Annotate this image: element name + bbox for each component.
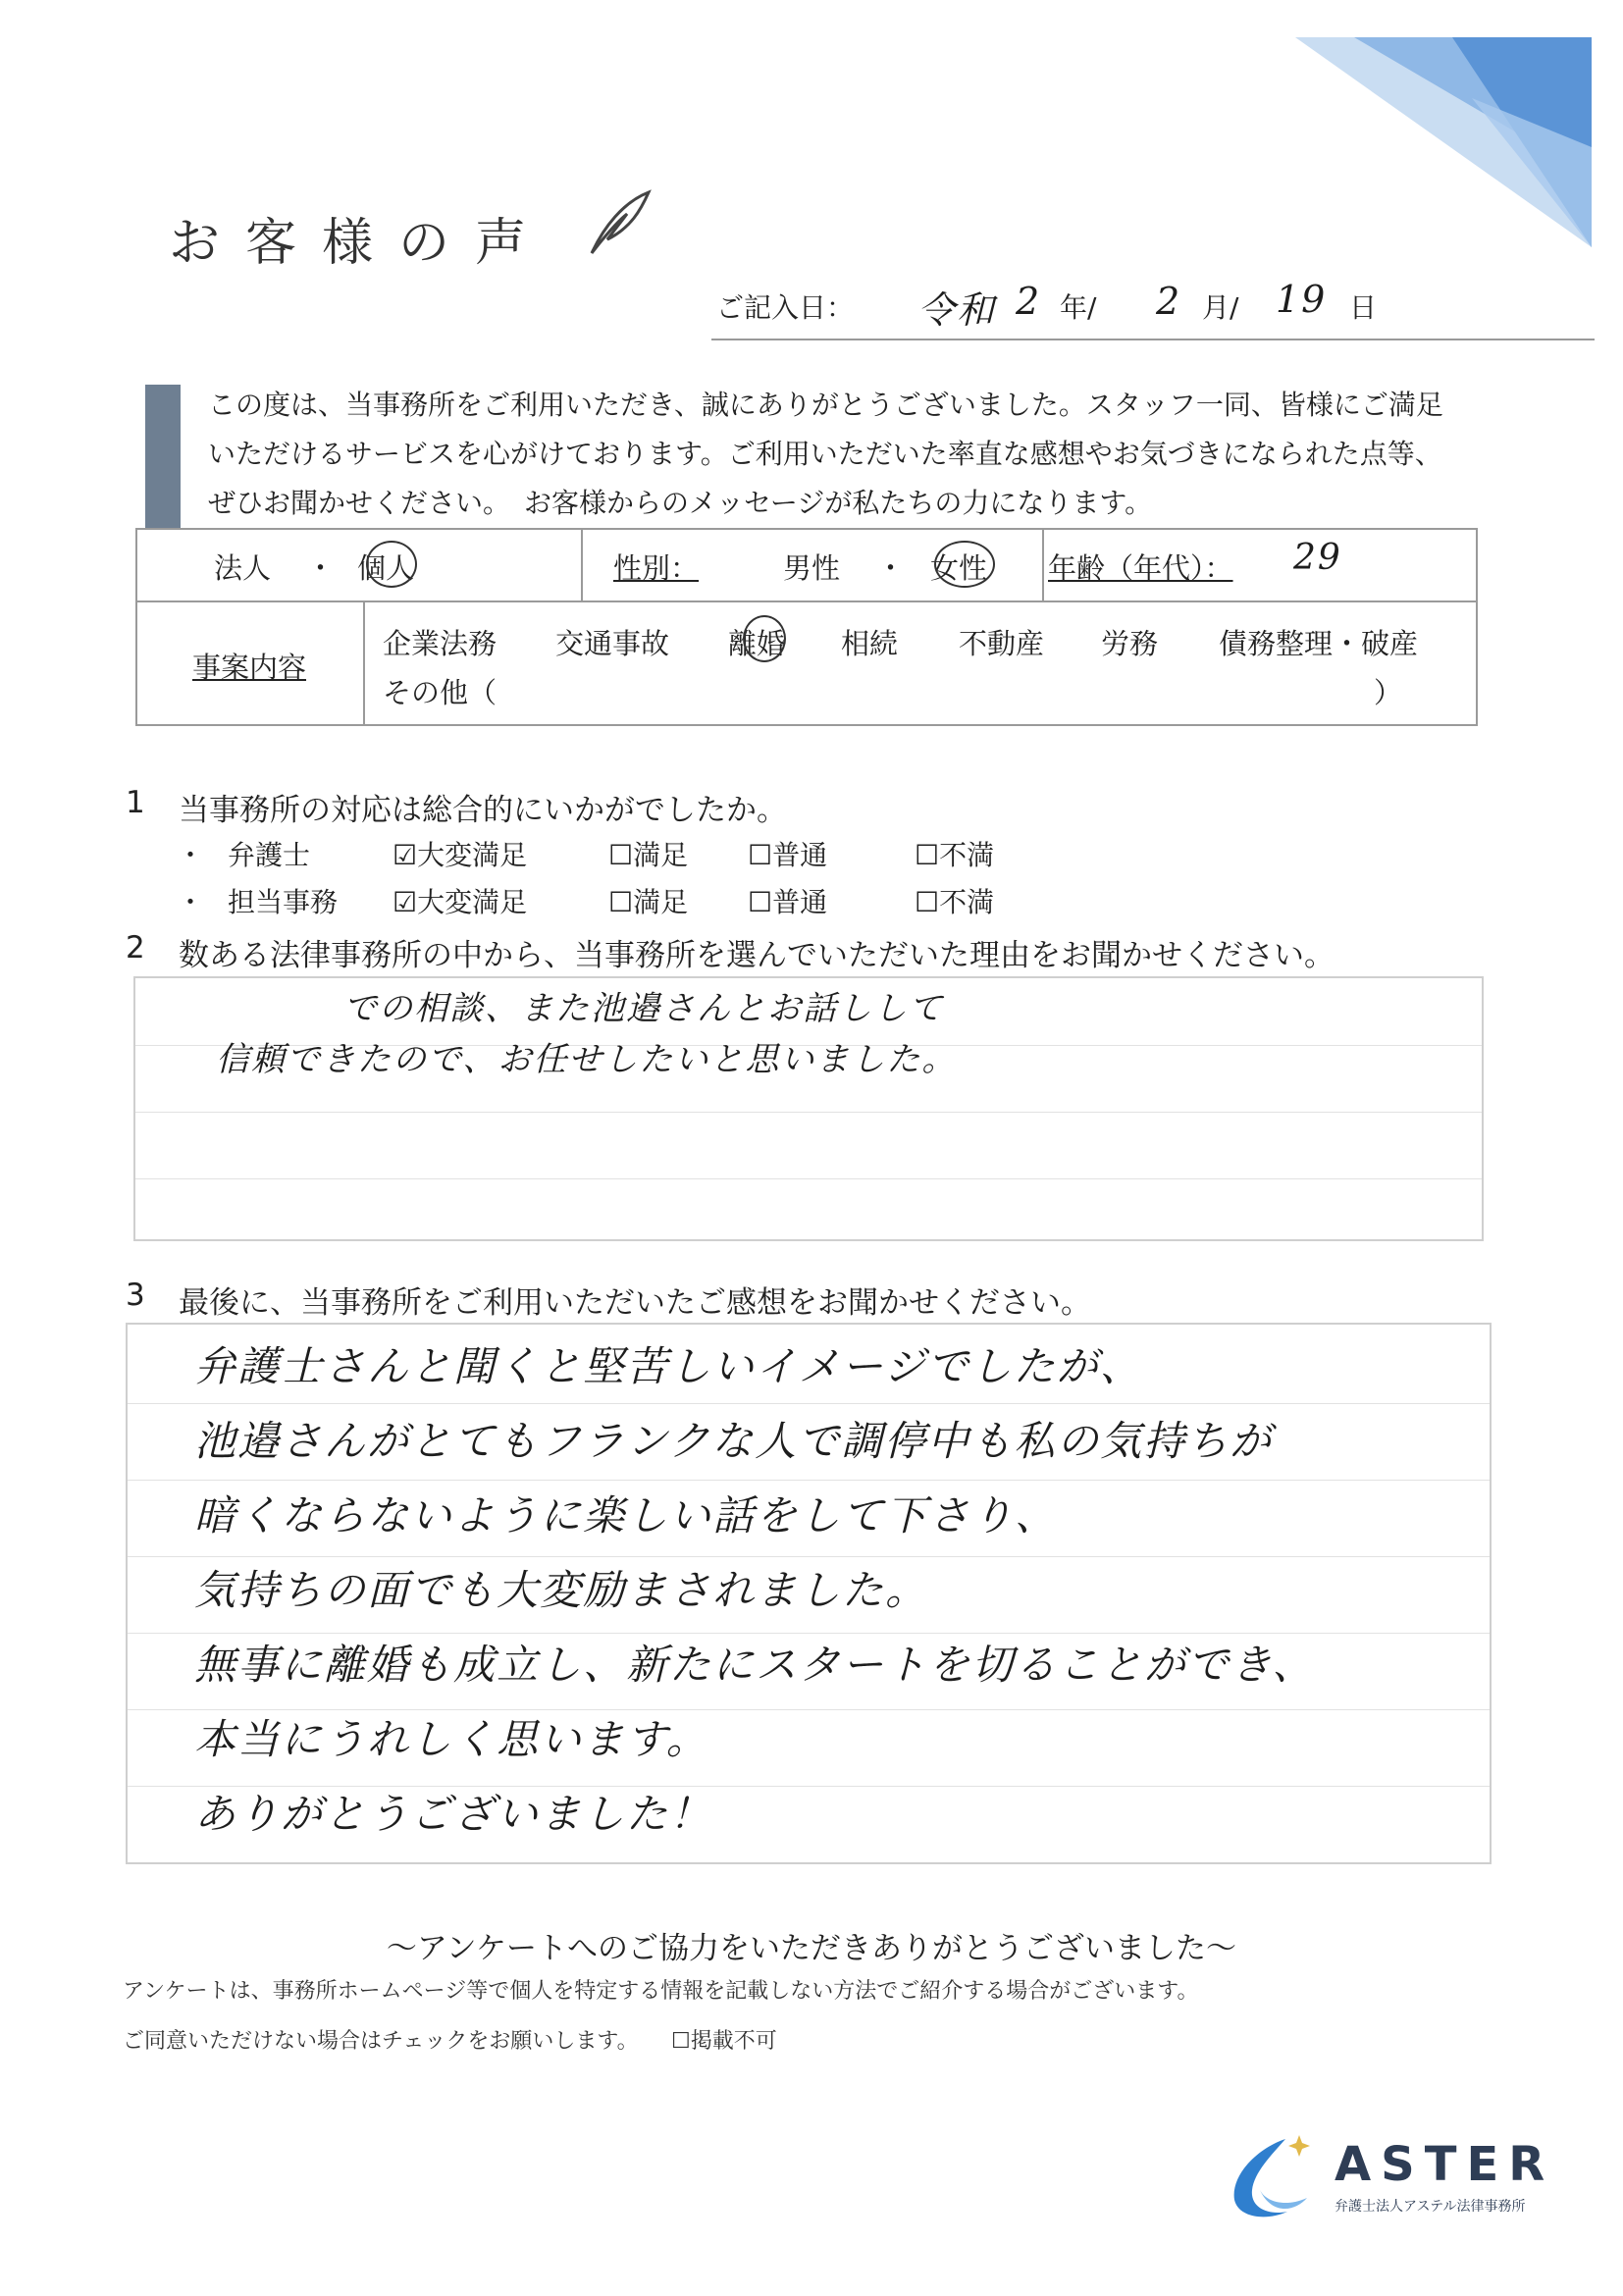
logo-subtitle: 弁護士法人アステル法律事務所 xyxy=(1335,2199,1526,2215)
individual-option: 個人 xyxy=(357,551,415,585)
date-month: 2 xyxy=(1156,280,1182,323)
q3-number: 3 xyxy=(126,1278,145,1313)
separator-dot: ・ xyxy=(306,551,336,585)
gender-female: 女性 xyxy=(930,551,988,585)
q1-lawyer-normal: ☐普通 xyxy=(748,839,828,871)
intro-line-1: この度は、当事務所をご利用いただき、誠にありがとうございました。スタッフ一同、皆様にご満足 xyxy=(208,389,1443,421)
q3-answer-line-7: ありがとうございました！ xyxy=(194,1790,713,1838)
q3-answer-line-3: 暗くならないように楽しい話をして下さり、 xyxy=(194,1491,1059,1539)
corner-decoration xyxy=(1276,29,1599,255)
date-year-unit: 年/ xyxy=(1060,291,1097,324)
gender-male: 男性 xyxy=(783,551,841,585)
page-title: お客様の声 xyxy=(169,214,552,273)
q2-answer-line-2: 信頼できたので、お任せしたいと思いました。 xyxy=(216,1040,958,1079)
age-label: 年齢（年代）： xyxy=(1048,551,1233,585)
intro-accent-bar xyxy=(145,385,181,528)
intro-line-3: ぜひお聞かせください。 お客様からのメッセージが私たちの力になります。 xyxy=(208,487,1153,519)
q2-number: 2 xyxy=(126,930,145,965)
case-inheritance: 相続 xyxy=(841,627,899,660)
case-labor: 労務 xyxy=(1101,627,1159,660)
consent-note: ご同意いただけない場合はチェックをお願いします。 xyxy=(123,2029,639,2054)
thanks-message: 〜アンケートへのご協力をいただきありがとうございました〜 xyxy=(386,1931,1237,1966)
q3-answer-line-5: 無事に離婚も成立し、新たにスタートを切ることができ、 xyxy=(194,1641,1316,1689)
date-label: ご記入日： xyxy=(716,291,855,324)
separator-dot-2: ・ xyxy=(876,551,906,585)
corp-option: 法人 xyxy=(214,551,272,585)
q3-answer-line-4: 気持ちの面でも大変励まされました。 xyxy=(194,1566,929,1614)
q3-answer-line-6: 本当にうれしく思います。 xyxy=(194,1715,709,1763)
q3-answer-line-2: 池邉さんがとてもフランクな人で調停中も私の気持ちが xyxy=(194,1417,1274,1465)
q2-text: 数ある法律事務所の中から、当事務所を選んでいただいた理由をお聞かせください。 xyxy=(179,938,1335,973)
publication-note: アンケートは、事務所ホームページ等で個人を特定する情報を記載しない方法でご紹介する場合がございます。 xyxy=(123,1979,1199,2004)
case-corporate: 企業法務 xyxy=(383,627,497,660)
q1-bullet-2: ・ xyxy=(177,886,205,918)
aster-logo-icon xyxy=(1217,2129,1325,2223)
female-circle-mark xyxy=(934,541,995,588)
q1-lawyer-dissatisfied: ☐不満 xyxy=(915,839,995,871)
q1-row-staff-label: 担当事務 xyxy=(228,886,339,918)
no-publish-checkbox[interactable]: ☐掲載不可 xyxy=(671,2029,777,2054)
q1-staff-satisfied: ☐満足 xyxy=(608,886,689,918)
date-month-unit: 月/ xyxy=(1202,291,1239,324)
case-debt: 債務整理・破産 xyxy=(1219,627,1419,660)
feather-icon xyxy=(584,188,653,259)
case-traffic: 交通事故 xyxy=(555,627,670,660)
q1-row-lawyer-label: 弁護士 xyxy=(228,839,311,871)
q1-staff-dissatisfied: ☐不満 xyxy=(915,886,995,918)
q1-number: 1 xyxy=(126,785,145,820)
case-other: その他（ xyxy=(383,676,497,709)
logo-wordmark: ASTER xyxy=(1335,2137,1555,2192)
gender-label: 性別： xyxy=(613,551,700,585)
q3-text: 最後に、当事務所をご利用いただいたご感想をお聞かせください。 xyxy=(179,1285,1091,1321)
q1-bullet-1: ・ xyxy=(177,839,205,871)
q1-staff-very-satisfied: ☑大変満足 xyxy=(393,886,528,918)
case-real-estate: 不動産 xyxy=(959,627,1045,660)
individual-circle-mark xyxy=(366,541,417,588)
q2-answer-line-1: での相談、また池邉さんとお話しして xyxy=(343,989,944,1028)
case-divorce: 離婚 xyxy=(728,627,786,660)
q1-lawyer-satisfied: ☐満足 xyxy=(608,839,689,871)
case-label: 事案内容 xyxy=(192,651,307,684)
q1-text: 当事務所の対応は総合的にいかがでしたか。 xyxy=(179,793,787,828)
date-day-unit: 日 xyxy=(1349,291,1378,324)
age-value: 29 xyxy=(1293,538,1342,578)
date-year: 2 xyxy=(1016,280,1042,323)
q1-staff-normal: ☐普通 xyxy=(748,886,828,918)
case-other-close: ） xyxy=(1374,676,1403,709)
date-underline xyxy=(711,339,1595,340)
date-day: 19 xyxy=(1276,278,1328,321)
q1-lawyer-very-satisfied: ☑大変満足 xyxy=(393,839,528,871)
intro-line-2: いただけるサービスを心がけております。ご利用いただいた率直な感想やお気づきになられた点等、 xyxy=(208,438,1442,470)
divorce-circle-mark xyxy=(743,615,786,662)
q3-answer-line-1: 弁護士さんと聞くと堅苦しいイメージでしたが、 xyxy=(194,1342,1143,1390)
date-era: 令和 xyxy=(917,288,997,332)
